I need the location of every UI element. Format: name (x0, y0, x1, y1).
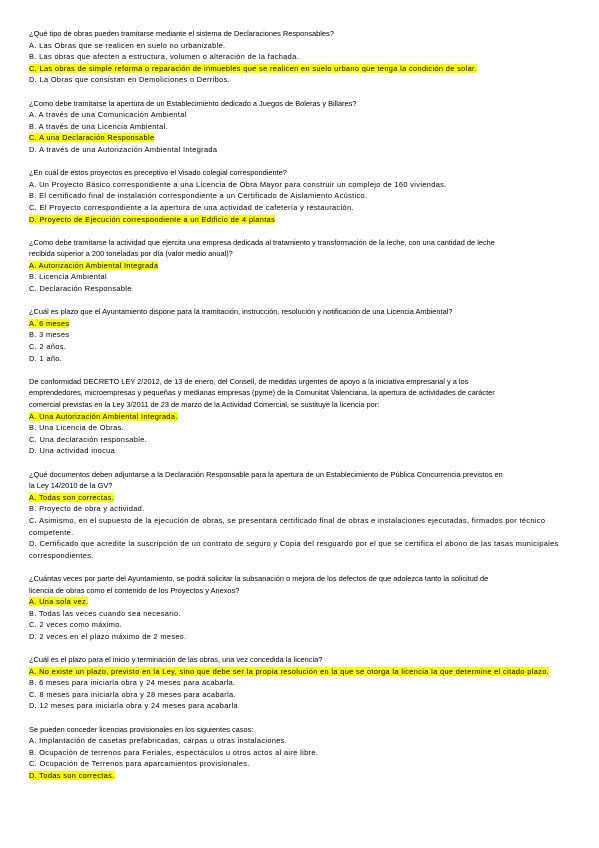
question-block (29, 237, 577, 295)
question-text: ¿Cuántas veces por parte del Ayuntamiento, se podrá solicitar la subsanación o mejora de los defectos de que adolezca tanto la solicitud de (29, 573, 489, 583)
answer-option-text: C. 8 meses para iniciarla obra y 28 meses para acabarla. (29, 689, 236, 699)
answer-option-text: A. Autorización Ambiental Integrada (29, 260, 159, 270)
answer-option-text: D. 1 año. (29, 353, 63, 363)
answer-option-highlighted (29, 666, 577, 678)
question-block (29, 654, 577, 712)
answer-option-text: D. La Obras que consistan en Demoliciones o Derribos. (29, 75, 230, 85)
answer-option (29, 631, 577, 643)
answer-option-text: A. Una sola vez. (29, 597, 89, 607)
answer-option (29, 700, 577, 712)
question-list (29, 28, 577, 793)
answer-option (29, 422, 577, 434)
answer-option (29, 445, 577, 457)
answer-option-text: A. A través de una Comunicación Ambiental (29, 110, 187, 120)
answer-option-text: A. Las Obras que se realicen en suelo no urbanizable. (29, 40, 226, 50)
answer-option-text: D. Certificado que acredite la suscripción de un contrato de seguro y Copia del resguardo por el que se certifica el abono de las tasas municipales correspondientes. (29, 539, 559, 560)
answer-option-text: B. 3 meses (29, 330, 70, 340)
answer-option (29, 121, 577, 133)
answer-option-text: C. 2 años. (29, 342, 67, 352)
question-text: emprendedores, microempresas y pequeñas y medianas empresas (pyme) de la Comunitat Valenciana, la apertura de actividades de carácter (29, 388, 495, 398)
question-text: licencia de obras como el contenido de los Proyectos y Anexos? (29, 585, 240, 595)
question-text: comercial previstas en la Ley 3/2011 de 23 de marzo de la Actividad Comercial, se sustituye la licencia por: (29, 400, 380, 409)
answer-option (29, 735, 577, 747)
answer-option-text: A. Implantación de casetas prefabricadas, carpas u otras instalaciones. (29, 736, 288, 746)
question-text: ¿Como debe tramitarse la apertura de un Establecimiento dedicado a Juegos de Boleras y Billares? (29, 98, 357, 108)
question-text: ¿Cuál es el plazo para el inicio y terminación de las obras, una vez concedida la licencia? (29, 655, 323, 665)
answer-option-text: D. Todas son correctas. (29, 771, 115, 780)
answer-option-text: C. Ocupación de Terrenos para aparcamientos provisionales. (29, 759, 250, 769)
answer-option-text: A. Todas son correctas. (29, 492, 115, 502)
answer-option (29, 341, 577, 353)
question-text: ¿En cuál de estos proyectos es preceptivo el Visado colegial correspondiente? (29, 168, 287, 178)
answer-option-text: A. 6 meses (29, 318, 70, 328)
answer-option-text: A. Una Autorización Ambiental Integrada. (29, 411, 178, 421)
answer-option-text: C. Asimismo, en el supuesto de la ejecución de obras, se presentará certificado final de obras e instalaciones ejecutadas, firmados por técnico competente. (29, 515, 546, 537)
answer-option-text: B. Licencia Ambiental (29, 272, 108, 282)
question-text: ¿Como debe tramitarse la actividad que ejercita una empresa dedicada al tratamiento y transformación de la leche, con una cantidad de leche (29, 237, 495, 247)
answer-option (29, 608, 577, 620)
answer-option-highlighted (29, 63, 577, 75)
answer-option (29, 144, 577, 156)
question-text: recibida superior a 200 toneladas por día (valor medio anual)? (29, 249, 233, 259)
answer-option (29, 503, 577, 515)
answer-option-text: B. Proyecto de obra y actividad. (29, 504, 145, 514)
answer-option (29, 283, 577, 295)
question-block (29, 306, 577, 364)
question-block (29, 376, 577, 457)
answer-option-text: D. A través de una Autorización Ambiental Integrada (29, 144, 218, 154)
answer-option (29, 434, 577, 446)
answer-option (29, 202, 577, 214)
answer-option-text: D. Una actividad inocua (29, 446, 116, 456)
question-block (29, 573, 577, 643)
answer-option (29, 179, 577, 191)
answer-option-text: B. Todas las veces cuando sea necesario. (29, 608, 181, 618)
answer-option-text: D. 2 veces en el plazo máximo de 2 meses. (29, 631, 187, 641)
answer-option-text: C. A una Declaración Responsable (29, 133, 155, 143)
answer-option (29, 40, 577, 52)
answer-option-text: D. Proyecto de Ejecución correspondiente a un Edificio de 4 plantas (29, 214, 276, 224)
answer-option-text: C. El Proyecto correspondiente a la apertura de una actividad de cafetería y restauración. (29, 202, 354, 212)
answer-option-text: C. Las obras de simple reforma o reparación de inmuebles que se realicen en suelo urbano que tenga la condición de solar. (29, 63, 477, 73)
answer-option-highlighted (29, 596, 577, 608)
answer-option (29, 538, 577, 561)
answer-option (29, 109, 577, 121)
answer-option-highlighted (29, 132, 577, 144)
answer-option-text: B. A través de una Licencia Ambiental. (29, 121, 169, 131)
answer-option-text: C. Una declaración responsable. (29, 434, 148, 444)
question-text: Se pueden conceder licencias provisionales en los siguientes casos: (29, 724, 254, 734)
answer-option-text: B. Una Licencia de Obras. (29, 423, 125, 433)
question-text: ¿Cuál es plazo que el Ayuntamiento dispone para la tramitación, instrucción, resolución y notificación de una Licencia Ambiental? (29, 307, 453, 317)
answer-option-text: C. Declaración Responsable (29, 284, 132, 294)
answer-option-text: B. 6 meses para iniciarla obra y 24 meses para acabarla. (29, 678, 236, 688)
answer-option-text: A. Un Proyecto Básico correspondiente a una Licencia de Obra Mayor para construir un complejo de 160 viviendas. (29, 179, 447, 189)
answer-option (29, 329, 577, 341)
answer-option (29, 271, 577, 283)
question-block (29, 98, 577, 156)
question-block (29, 724, 577, 782)
answer-option (29, 619, 577, 631)
answer-option-highlighted (29, 214, 577, 226)
answer-option (29, 51, 577, 63)
answer-option-text: C. 2 veces como máximo. (29, 620, 123, 630)
answer-option-highlighted (29, 492, 577, 504)
answer-option (29, 353, 577, 365)
answer-option-text: D. 12 meses para iniciarla obra y 24 meses para acabarla (29, 701, 238, 711)
question-block (29, 469, 577, 562)
answer-option (29, 515, 577, 538)
question-text: ¿Qué documentos deben adjuntarse a la Declaración Responsable para la apertura de un Establecimiento de Pública Concurrencia previstos en (29, 469, 503, 479)
answer-option-highlighted (29, 260, 577, 272)
answer-option-highlighted (29, 770, 577, 782)
answer-option (29, 689, 577, 701)
answer-option (29, 758, 577, 770)
question-block (29, 28, 577, 86)
question-text: ¿Qué tipo de obras pueden tramitarse mediante el sistema de Declaraciones Responsables? (29, 29, 334, 38)
answer-option (29, 677, 577, 689)
answer-option-highlighted (29, 411, 577, 423)
answer-option-text: B. Ocupación de terrenos para Feriales, espectáculos u otros actos al aire libre. (29, 747, 319, 757)
answer-option-text: B. El certificado final de instalación correspondiente a un Certificado de Aislamiento Acústico. (29, 191, 368, 201)
answer-option-text: B. Las obras que afecten a estructura, volumen o alteración de la fachada. (29, 52, 299, 62)
answer-option (29, 190, 577, 202)
answer-option-text: A. No existe un plazo, previsto en la Ley, sino que debe ser la propia resolución en la que se otorga la licencia la que determine el citado plazo. (29, 666, 550, 676)
question-text: la Ley 14/2010 de la GV? (29, 481, 113, 491)
question-text: De conformidad DECRETO LEY 2/2012, de 13 de enero, del Consell, de medidas urgentes de apoyo a la iniciativa empresarial y a los (29, 376, 469, 386)
answer-option (29, 747, 577, 759)
answer-option-highlighted (29, 318, 577, 330)
question-block (29, 167, 577, 225)
answer-option (29, 74, 577, 86)
